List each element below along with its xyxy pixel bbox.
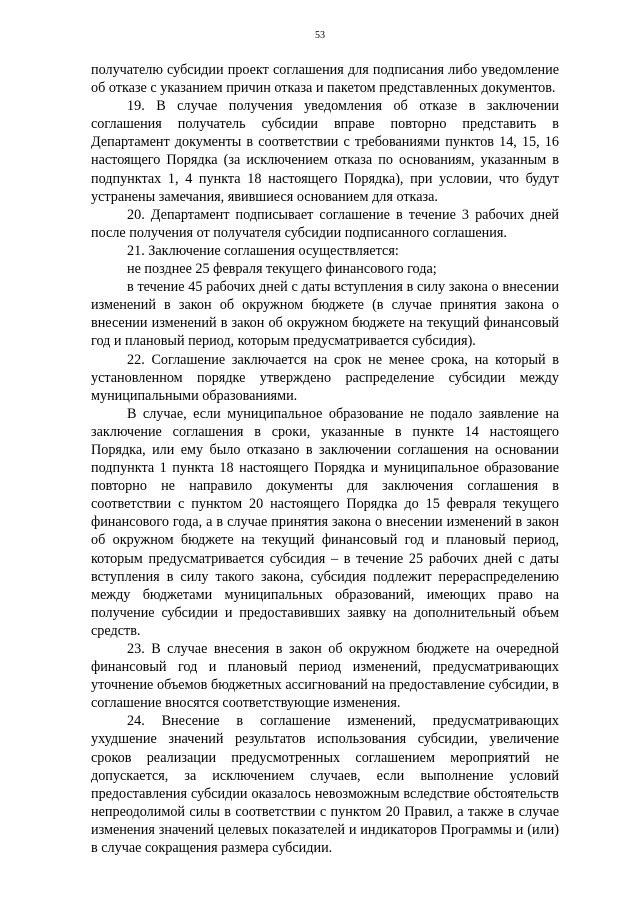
paragraph-22: 22. Соглашение заключается на срок не менее срока, на который в установленном порядке утверждено распределение субсидии между муниципальными образованиями. bbox=[91, 351, 559, 404]
document-body bbox=[91, 61, 559, 857]
paragraph-20: 20. Департамент подписывает соглашение в течение 3 рабочих дней после получения от получателя субсидии подписанного соглашения. bbox=[91, 206, 559, 241]
paragraph-21: 21. Заключение соглашения осуществляется: bbox=[127, 242, 399, 259]
page-number: 53 bbox=[315, 30, 325, 41]
paragraph-21-item-2: в течение 45 рабочих дней с даты вступления в силу закона о внесении изменений в закон об окружном бюджете (в случае принятия закона о внесении изменений в закон об окружном бюджете на текущий финансовый год и плановый период, которым предусматривается субсидия). bbox=[91, 279, 559, 350]
paragraph-24: 24. Внесение в соглашение изменений, предусматривающих ухудшение значений результатов использования субсидии, увеличение сроков реализации предусмотренных соглашением мероприятий не допускается, за исключением случаев, если выполнение условий предоставления субсидии оказалось невозможным вследствие обстоятельств непреодолимой силы в соответствии с пунктом 20 Правил, а также в случае изменения значений целевых показателей и индикаторов Программы и (или) в случае сокращения размера субсидии. bbox=[91, 713, 559, 857]
paragraph-21-item-1: не позднее 25 февраля текущего финансового года; bbox=[127, 261, 437, 278]
paragraph-22-case: В случае, если муниципальное образование не подало заявление на заключение соглашения в сроки, указанные в пункте 14 настоящего Порядка, или ему было отказано в заключении соглашения на основании подпункта 1 пункта 18 настоящего Порядка и муниципальное образование повторно не направило документы для заключения соглашения в соответствии с пунктом 20 настоящего Порядка до 15 февраля текущего финансового года, а в случае принятия закона о внесении изменений в закон об окружном бюджете на текущий финансовый год и плановый период, которым предусматривается субсидия – в течение 25 рабочих дней с даты вступления в силу такого закона, субсидия подлежит перераспределению между бюджетами муниципальных образований, имеющих право на получение субсидии и предоставивших заявку на дополнительный объем средств. bbox=[91, 405, 559, 639]
paragraph-23: 23. В случае внесения в закон об окружном бюджете на очередной финансовый год и плановый период изменений, предусматривающих уточнение объемов бюджетных ассигнований на предоставление субсидии, в соглашение вносятся соответствующие изменения. bbox=[91, 641, 559, 712]
paragraph-19: 19. В случае получения уведомления об отказе в заключении соглашения получатель субсидии вправе повторно представить в Департамент документы в соответствии с требованиями пунктов 14, 15, 16 настоящего Порядка (за исключением отказа по основаниям, указанным в подпунктах 1, 4 пункта 18 настоящего Порядка), при условии, что будут устранены замечания, явившиеся основанием для отказа. bbox=[91, 98, 559, 205]
paragraph-continuation: получателю субсидии проект соглашения для подписания либо уведомление об отказе с указанием причин отказа и пакетом представленных документов. bbox=[91, 62, 559, 97]
